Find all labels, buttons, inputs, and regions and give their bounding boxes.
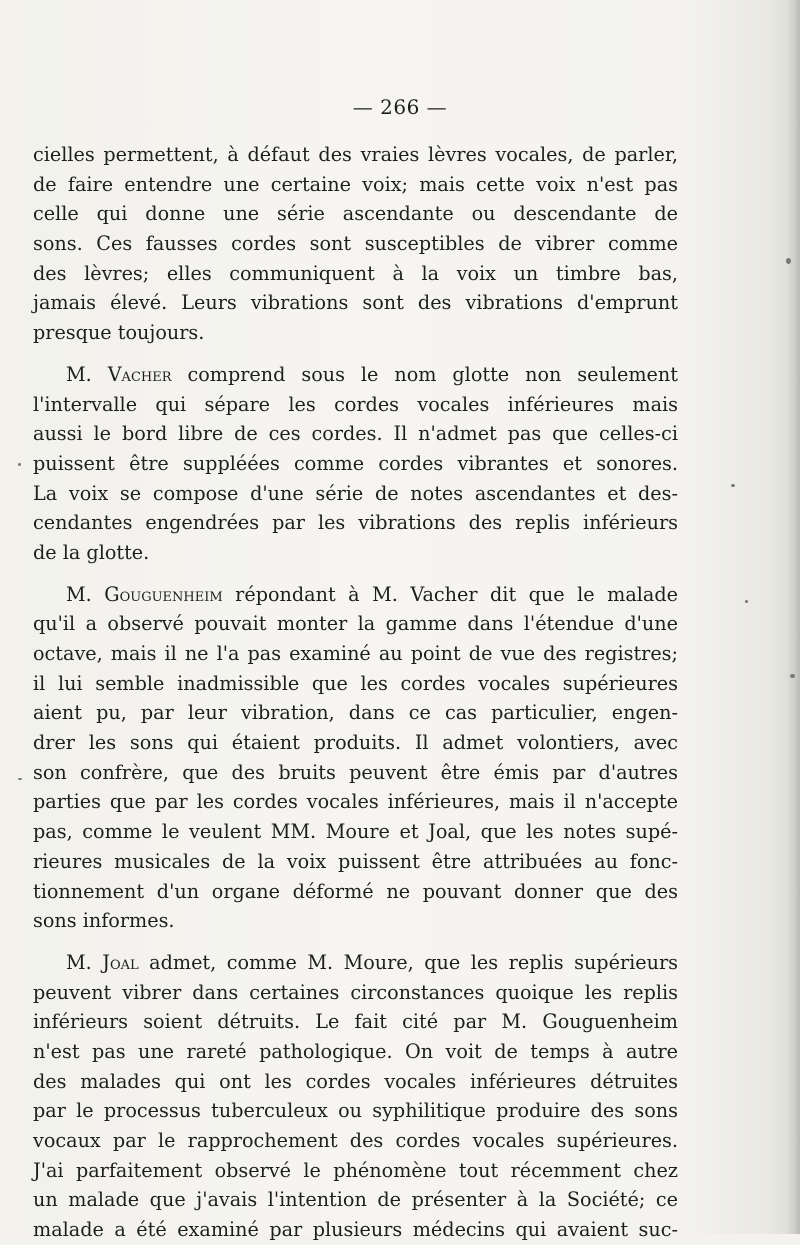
text-line: cendantes engendrées par les vibrations des replis inférieurs xyxy=(33,511,678,535)
text-line: rieures musicales de la voix puissent être attribuées au fonc- xyxy=(33,849,678,873)
paragraph xyxy=(33,948,678,1245)
speaker-name: Joal xyxy=(102,950,139,974)
text-line: qu'il a observé pouvait monter la gamme dans l'étendue d'une xyxy=(33,612,678,636)
page-number: — 266 — xyxy=(352,95,448,119)
scan-speck xyxy=(731,484,735,487)
text-line: sons. Ces fausses cordes sont susceptibles de vibrer comme xyxy=(33,232,678,256)
text-line xyxy=(33,360,678,390)
text-line: des lèvres; elles communiquent à la voix un timbre bas, xyxy=(33,261,678,285)
page-edge-shadow xyxy=(786,0,800,1234)
paragraph xyxy=(33,580,678,936)
text-line: malade a été examiné par plusieurs médecins qui avaient suc- xyxy=(33,1218,678,1242)
body-text xyxy=(33,140,678,1245)
speaker-name: Gouguenheim xyxy=(104,582,223,606)
text-line: des malades qui ont les cordes vocales inférieures détruites xyxy=(33,1069,678,1093)
scan-speck xyxy=(786,258,791,264)
text-line: l'intervalle qui sépare les cordes vocales inférieures mais xyxy=(33,392,678,416)
line-text: répondant à M. Vacher dit que le malade xyxy=(222,582,678,606)
scan-speck xyxy=(790,674,795,678)
text-line: vocaux par le rapprochement des cordes vocales supérieures. xyxy=(33,1129,678,1152)
text-line: parties que par les cordes vocales inférieures, mais il n'accepte xyxy=(33,790,678,814)
text-line: tionnement d'un organe déformé ne pouvant donner que des xyxy=(33,879,678,903)
text-line: J'ai parfaitement observé le phénomène tout récemment chez xyxy=(33,1158,678,1182)
text-line: un malade que j'avais l'intention de présenter à la Société; ce xyxy=(33,1188,678,1212)
paragraph xyxy=(33,140,678,348)
text-line: La voix se compose d'une série de notes ascendantes et des- xyxy=(33,481,678,505)
text-line xyxy=(33,580,678,610)
line-text: admet, comme M. Moure, que les replis supérieurs xyxy=(138,950,678,974)
text-line: aussi le bord libre de ces cordes. Il n'admet pas que celles-ci xyxy=(33,422,678,446)
text-line: celle qui donne une série ascendante ou descendante de xyxy=(33,202,678,226)
text-line: de faire entendre une certaine voix; mais cette voix n'est pas xyxy=(33,172,678,196)
text-line xyxy=(33,948,678,978)
text-line: presque toujours. xyxy=(33,321,205,345)
text-line: aient pu, par leur vibration, dans ce cas particulier, engen- xyxy=(33,701,678,725)
speaker-name: Vacher xyxy=(107,362,172,386)
text-line: jamais élevé. Leurs vibrations sont des vibrations d'emprunt xyxy=(33,291,678,315)
text-line: inférieurs soient détruits. Le fait cité par M. Gouguenheim xyxy=(33,1010,678,1034)
text-line: peuvent vibrer dans certaines circonstances quoique les replis xyxy=(33,980,678,1004)
text-line: par le processus tuberculeux ou syphilitique produire des sons xyxy=(33,1099,678,1123)
scan-speck xyxy=(18,778,22,780)
scan-speck xyxy=(18,463,21,466)
text-line: octave, mais il ne l'a pas examiné au point de vue des registres; xyxy=(33,642,678,665)
speaker-prefix: M. xyxy=(66,362,108,386)
speaker-prefix: M. xyxy=(66,950,103,974)
text-line: puissent être suppléées comme cordes vibrantes et sonores. xyxy=(33,451,678,475)
text-line: il lui semble inadmissible que les cordes vocales supérieures xyxy=(33,671,678,695)
scan-speck xyxy=(745,600,748,603)
text-line: n'est pas une rareté pathologique. On voit de temps à autre xyxy=(33,1039,678,1063)
text-line: son confrère, que des bruits peuvent être émis par d'autres xyxy=(33,760,678,784)
text-line: de la glotte. xyxy=(33,540,150,564)
text-line: drer les sons qui étaient produits. Il admet volontiers, avec xyxy=(33,731,678,755)
text-line: cielles permettent, à défaut des vraies lèvres vocales, de parler, xyxy=(33,143,678,166)
speaker-prefix: M. xyxy=(66,582,105,606)
text-line: pas, comme le veulent MM. Moure et Joal, que les notes supé- xyxy=(33,820,678,844)
text-line: sons informes. xyxy=(33,909,175,933)
line-text: comprend sous le nom glotte non seulement xyxy=(171,362,678,386)
paragraph xyxy=(33,360,678,568)
